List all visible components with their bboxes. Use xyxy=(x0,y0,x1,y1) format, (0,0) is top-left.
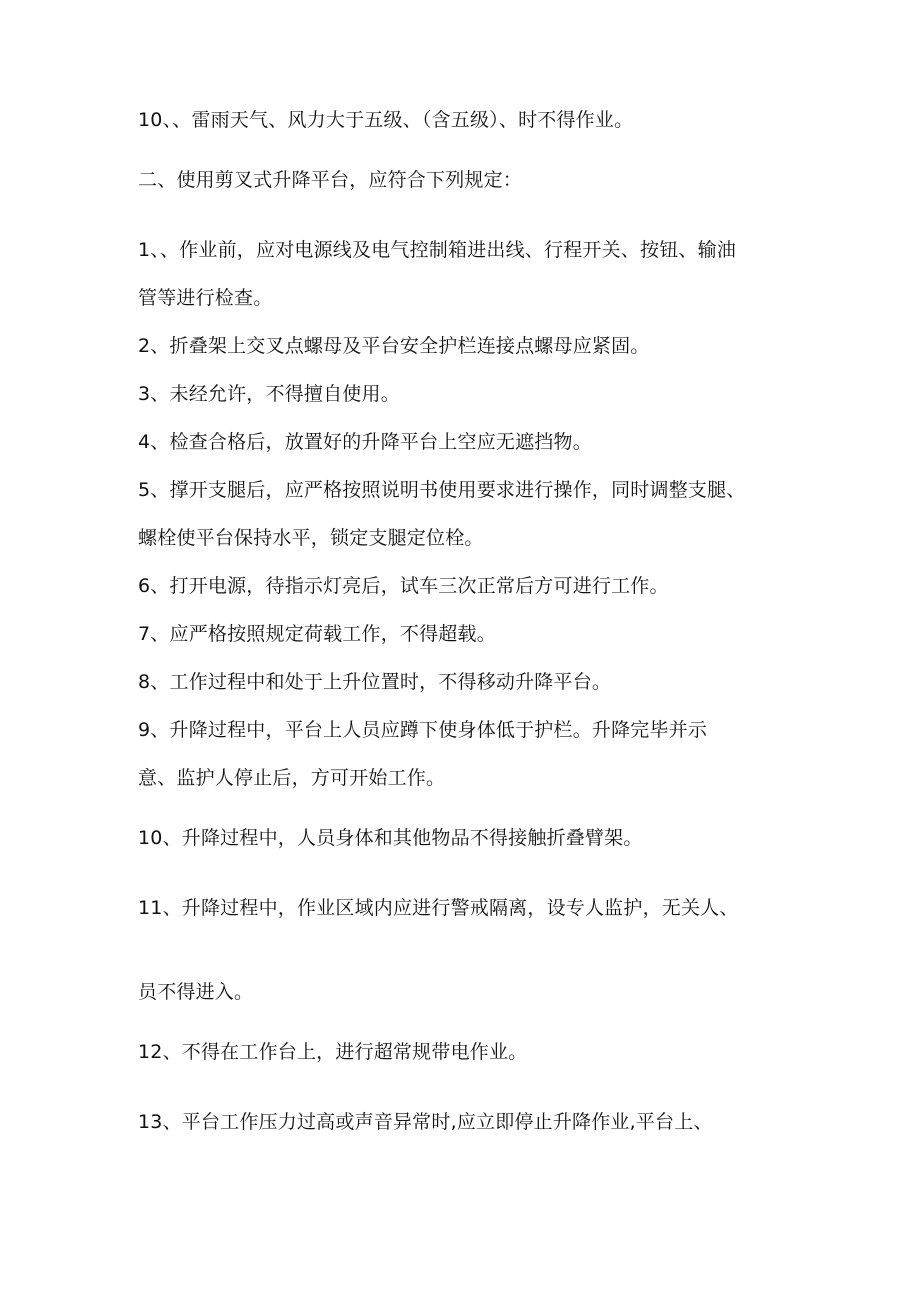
text-line-item-3: 3、未经允许，不得擅自使用。 xyxy=(138,383,400,405)
text-line-item-1: 1、、作业前，应对电源线及电气控制箱进出线、行程开关、按钮、输油 xyxy=(138,239,736,261)
text-line-item-7: 7、应严格按照规定荷载工作，不得超载。 xyxy=(138,623,496,645)
text-line-item-12: 12、不得在工作台上，进行超常规带电作业。 xyxy=(138,1041,528,1063)
text-line-item-9: 9、升降过程中，平台上人员应蹲下使身体低于护栏。升降完毕并示 xyxy=(138,719,708,741)
text-line-item-8: 8、工作过程中和处于上升位置时，不得移动升降平台。 xyxy=(138,671,612,693)
text-line-item-2: 2、折叠架上交叉点螺母及平台安全护栏连接点螺母应紧固。 xyxy=(138,335,650,357)
text-line-item-4: 4、检查合格后，放置好的升降平台上空应无遮挡物。 xyxy=(138,431,592,453)
text-line-item-6: 6、打开电源，待指示灯亮后，试车三次正常后方可进行工作。 xyxy=(138,575,669,597)
text-line-item-13: 13、平台工作压力过高或声音异常时,应立即停止升降作业,平台上、 xyxy=(138,1111,713,1133)
text-line-item-10: 10、升降过程中，人员身体和其他物品不得接触折叠臂架。 xyxy=(138,827,643,849)
text-line-item-11: 11、升降过程中，作业区域内应进行警戒隔离，设专人监护，无关人、 xyxy=(138,897,739,919)
text-line-item-5: 5、撑开支腿后，应严格按照说明书使用要求进行操作，同时调整支腿、 xyxy=(138,479,746,501)
text-line-item-11-cont: 员不得进入。 xyxy=(138,981,254,1003)
text-line-item-1-cont: 管等进行检查。 xyxy=(138,287,273,309)
text-line-item-5-cont: 螺栓使平台保持水平，锁定支腿定位栓。 xyxy=(138,527,484,549)
text-line-item-10-weather: 10、、雷雨天气、风力大于五级、（含五级）、时不得作业。 xyxy=(138,109,634,131)
text-line-item-9-cont: 意、监护人停止后，方可开始工作。 xyxy=(138,767,446,789)
section-heading-scissor-lift: 二、使用剪叉式升降平台，应符合下列规定： xyxy=(138,169,523,191)
